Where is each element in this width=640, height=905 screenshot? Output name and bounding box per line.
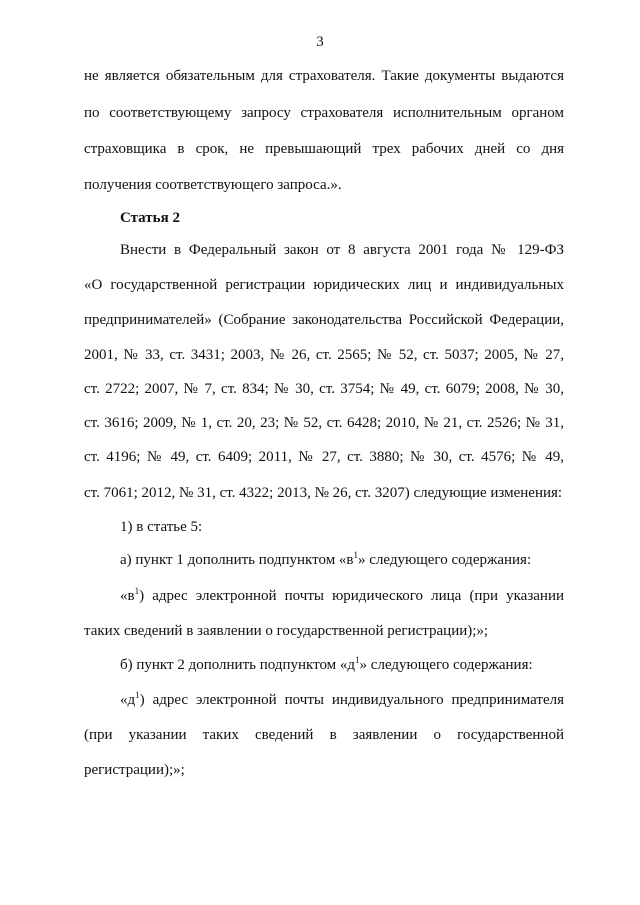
article-heading: Статья 2 — [120, 210, 180, 226]
text-line-17-part-a: б) пункт 2 дополнить подпунктом «д — [120, 657, 356, 673]
text-line-12: ст. 7061; 2012, № 31, ст. 4322; 2013, № 26, ст. 3207) следующие изменения: — [84, 485, 563, 501]
text-line-8: 2001, № 33, ст. 3431; 2003, № 26, ст. 2565; № 52, ст. 5037; 2005, № 27, — [84, 347, 564, 363]
text-line-15-part-b: ) адрес электронной почты юридического лица (при указании — [139, 588, 564, 604]
text-line-15-part-a: «в — [120, 588, 135, 604]
text-line-6: «О государственной регистрации юридических лиц и индивидуальных — [84, 277, 564, 293]
text-line-10: ст. 3616; 2009, № 1, ст. 20, 23; № 52, ст. 6428; 2010, № 21, ст. 2526; № 31, — [84, 415, 564, 431]
text-line-3: страховщика в срок, не превышающий трех рабочих дней со дня — [84, 141, 564, 157]
page-number: 3 — [316, 34, 324, 50]
text-line-4: получения соответствующего запроса.». — [84, 177, 342, 193]
text-line-14-part-a: а) пункт 1 дополнить подпунктом «в — [120, 552, 354, 568]
text-line-14 — [120, 550, 531, 570]
text-line-17-part-b: » следующего содержания: — [359, 657, 533, 673]
superscript-3: 1 — [355, 655, 360, 665]
text-line-17 — [120, 655, 533, 675]
text-line-1: не является обязательным для страхователя. Такие документы выдаются — [84, 68, 564, 84]
text-line-7: предпринимателей» (Собрание законодательства Российской Федерации, — [84, 312, 564, 328]
text-line-18-part-b: ) адрес электронной почты индивидуального предпринимателя — [139, 692, 564, 708]
text-line-18-part-a: «д — [120, 692, 136, 708]
superscript-2: 1 — [134, 586, 140, 596]
text-line-16: таких сведений в заявлении о государственной регистрации);»; — [84, 623, 489, 639]
text-line-14-part-b: » следующего содержания: — [358, 552, 532, 568]
text-line-2: по соответствующему запросу страхователя исполнительным органом — [84, 105, 564, 121]
text-line-9: ст. 2722; 2007, № 7, ст. 834; № 30, ст. 3754; № 49, ст. 6079; 2008, № 30, — [84, 381, 564, 397]
text-line-5: Внести в Федеральный закон от 8 августа 2001 года № 129-ФЗ — [120, 242, 564, 258]
text-line-13: 1) в статье 5: — [120, 519, 203, 535]
text-line-11: ст. 4196; № 49, ст. 6409; 2011, № 27, ст. 3880; № 30, ст. 4576; № 49, — [84, 449, 564, 465]
superscript-1: 1 — [353, 550, 359, 560]
text-line-15 — [120, 586, 564, 606]
text-line-20: регистрации);»; — [84, 762, 185, 778]
text-line-19: (при указании таких сведений в заявлении о государственной — [84, 727, 564, 743]
text-line-18 — [120, 690, 564, 710]
superscript-4: 1 — [135, 690, 140, 700]
